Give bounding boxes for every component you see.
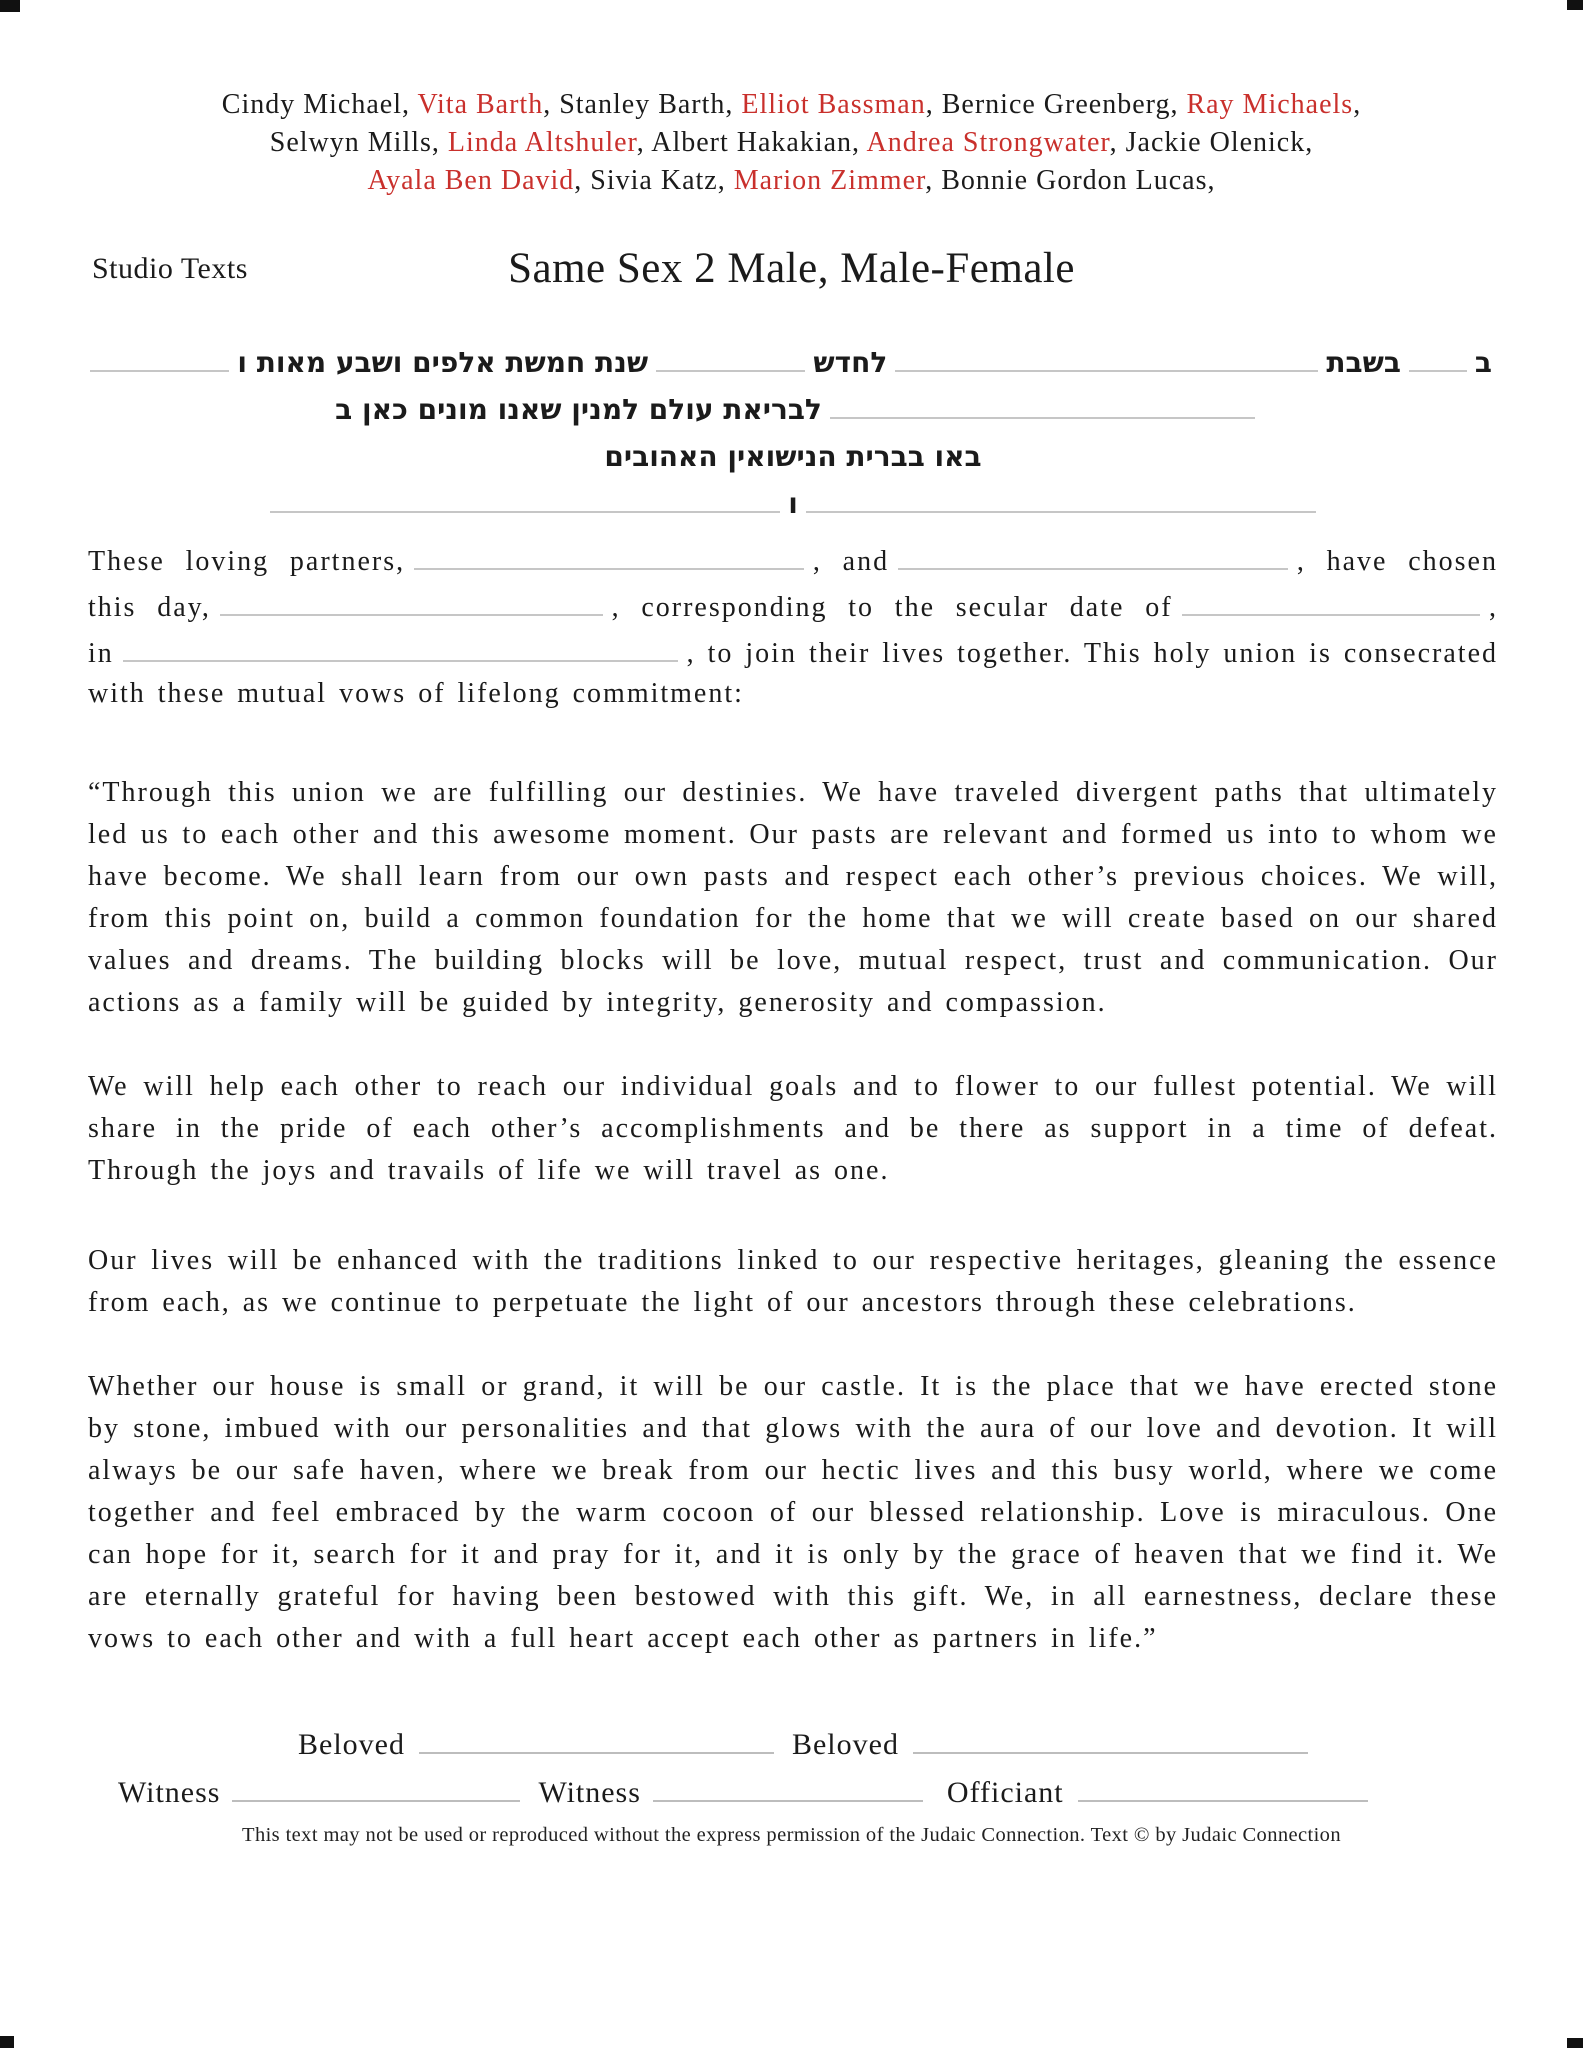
partner1-name-blank: [414, 540, 804, 570]
beloved-signature-row: [298, 1722, 1498, 1762]
intro-text: , have chosen: [1296, 546, 1498, 577]
hebrew-line-3: [88, 440, 1498, 487]
hebrew-day-blank: [1409, 354, 1467, 372]
artist-name: , Stanley Barth,: [543, 89, 742, 120]
vows-paragraph-1: “Through this union we are fulfilling our destinies. We have traveled divergent paths that ultimately led us to each other and this awesome moment. Our pasts are relevant and formed us into to whom we have become. We shall learn from our own pasts and respect each other’s previous choices. We will, from this point on, build a common foundation for the home that we will create based on our shared values and dreams. The building blocks will be love, mutual respect, trust and communication. Our actions as a family will be guided by integrity, generosity and compassion.: [88, 777, 1498, 1018]
intro-text: These loving partners,: [88, 546, 406, 577]
hebrew-covenant-phrase: באו בברית הנישואין האהובים: [604, 440, 982, 473]
location-blank: [123, 632, 678, 662]
title-row: [0, 244, 1583, 306]
artist-names-line: [70, 86, 1513, 124]
scan-corner-mark: [1567, 2038, 1583, 2048]
artist-name: , Sivia Katz,: [574, 165, 734, 196]
beloved1-signature-blank: [419, 1722, 774, 1754]
vows-intro-block: [0, 540, 1583, 724]
artist-name: , Bonnie Gordon Lucas,: [925, 165, 1216, 196]
beloved-label: Beloved: [298, 1728, 405, 1761]
beloved2-signature-blank: [913, 1722, 1308, 1754]
hebrew-year-phrase: שנת חמשת אלפים ושבע מאות ו: [237, 346, 649, 379]
partner2-name-blank: [898, 540, 1288, 570]
page-title: Same Sex 2 Male, Male-Female: [508, 245, 1075, 292]
artist-name: , Albert Hakakian,: [636, 127, 867, 158]
witness-signature-row: [118, 1770, 1498, 1810]
hebrew-line-4: [88, 487, 1498, 534]
witness-label: Witness: [538, 1776, 641, 1809]
studio-texts-label: Studio Texts: [92, 252, 248, 285]
artist-name: Ray Michaels: [1186, 89, 1354, 120]
vows-intro-line: [88, 540, 1498, 586]
artist-names-line: [70, 124, 1513, 162]
officiant-signature-blank: [1078, 1770, 1368, 1802]
vows-intro-line: [88, 632, 1498, 678]
intro-text: this day,: [88, 592, 211, 623]
hebrew-partner1-name-blank: [270, 495, 780, 513]
vows-intro-line: [88, 678, 1498, 724]
artist-name: Linda Altshuler: [447, 127, 637, 158]
vows-paragraph-3: Our lives will be enhanced with the traditions linked to our respective heritages, gleaning the essence from each, as we continue to perpetuate the light of our ancestors through these celebrations.: [88, 1245, 1498, 1318]
intro-text: ,: [1489, 592, 1498, 623]
artist-name: Cindy Michael,: [221, 89, 418, 120]
witness2-signature-blank: [653, 1770, 923, 1802]
hebrew-day-prefix: ב: [1474, 346, 1492, 379]
artist-name: Andrea Strongwater: [866, 127, 1110, 158]
beloved-label: Beloved: [791, 1728, 899, 1761]
hebrew-date-blank: [895, 354, 1318, 372]
artist-name: Selwyn Mills,: [269, 127, 448, 158]
secular-date-blank: [1182, 586, 1480, 616]
hebrew-year-blank: [90, 354, 229, 372]
hebrew-line-1: [88, 346, 1498, 393]
vows-intro-line: [88, 586, 1498, 632]
hebrew-vav-and: ו: [788, 487, 798, 520]
intro-text: , corresponding to the secular date of: [611, 592, 1173, 623]
scan-corner-mark: [0, 2036, 14, 2048]
artist-names-block: [70, 86, 1513, 200]
hebrew-partner2-name-blank: [806, 495, 1316, 513]
witness1-signature-blank: [232, 1770, 520, 1802]
copyright-footer: This text may not be used or reproduced without the express permission of the Judaic Connection. Text © by Judaic Connection: [242, 1824, 1341, 1846]
hebrew-date-fill-blank: [220, 586, 603, 616]
artist-name: Vita Barth: [417, 89, 544, 120]
hebrew-shabbat-label: בשבת: [1326, 346, 1401, 379]
intro-text: with these mutual vows of lifelong commitment:: [88, 678, 744, 709]
artist-name: , Bernice Greenberg,: [925, 89, 1187, 120]
hebrew-creation-phrase: לבריאת עולם למנין שאנו מונים כאן ב: [335, 393, 822, 426]
hebrew-place-blank: [830, 401, 1255, 419]
witness-label: Witness: [118, 1776, 221, 1809]
hebrew-line-2: [88, 393, 1498, 440]
vows-paragraph-2: We will help each other to reach our individual goals and to flower to our fullest potential. We will share in the pride of each other’s accomplishments and be there as support in a time of defeat. Through the joys and travails of life we will travel as one.: [88, 1071, 1498, 1186]
artist-names-line: [70, 162, 1513, 200]
officiant-label: Officiant: [946, 1776, 1064, 1809]
intro-text: in: [88, 638, 114, 669]
scan-corner-mark: [0, 0, 20, 12]
intro-text: , and: [812, 546, 890, 577]
hebrew-month-label: לחדש: [813, 346, 888, 379]
artist-name: Marion Zimmer: [733, 165, 926, 196]
vows-paragraph-4: Whether our house is small or grand, it will be our castle. It is the place that we have erected stone by stone, imbued with our personalities and that glows with the aura of our love and devotion. It will always be our safe haven, where we break from our hectic lives and this busy world, where we come together and feel embraced by the warm cocoon of our blessed relationship. Love is miraculous. One can hope for it, search for it and pray for it, and it is only by the grace of heaven that we find it. We are eternally grateful for having been bestowed with this gift. We, in all earnestness, declare these vows to each other and with a full heart accept each other as partners in life.”: [88, 1371, 1498, 1654]
artist-name: Elliot Bassman: [741, 89, 926, 120]
artist-name: ,: [1353, 89, 1362, 120]
intro-text: , to join their lives together. This holy union is consecrated: [686, 638, 1498, 669]
scan-corner-mark: [1567, 0, 1583, 10]
artist-name: , Jackie Olenick,: [1109, 127, 1314, 158]
artist-name: Ayala Ben David: [367, 165, 575, 196]
hebrew-month-blank: [656, 354, 805, 372]
